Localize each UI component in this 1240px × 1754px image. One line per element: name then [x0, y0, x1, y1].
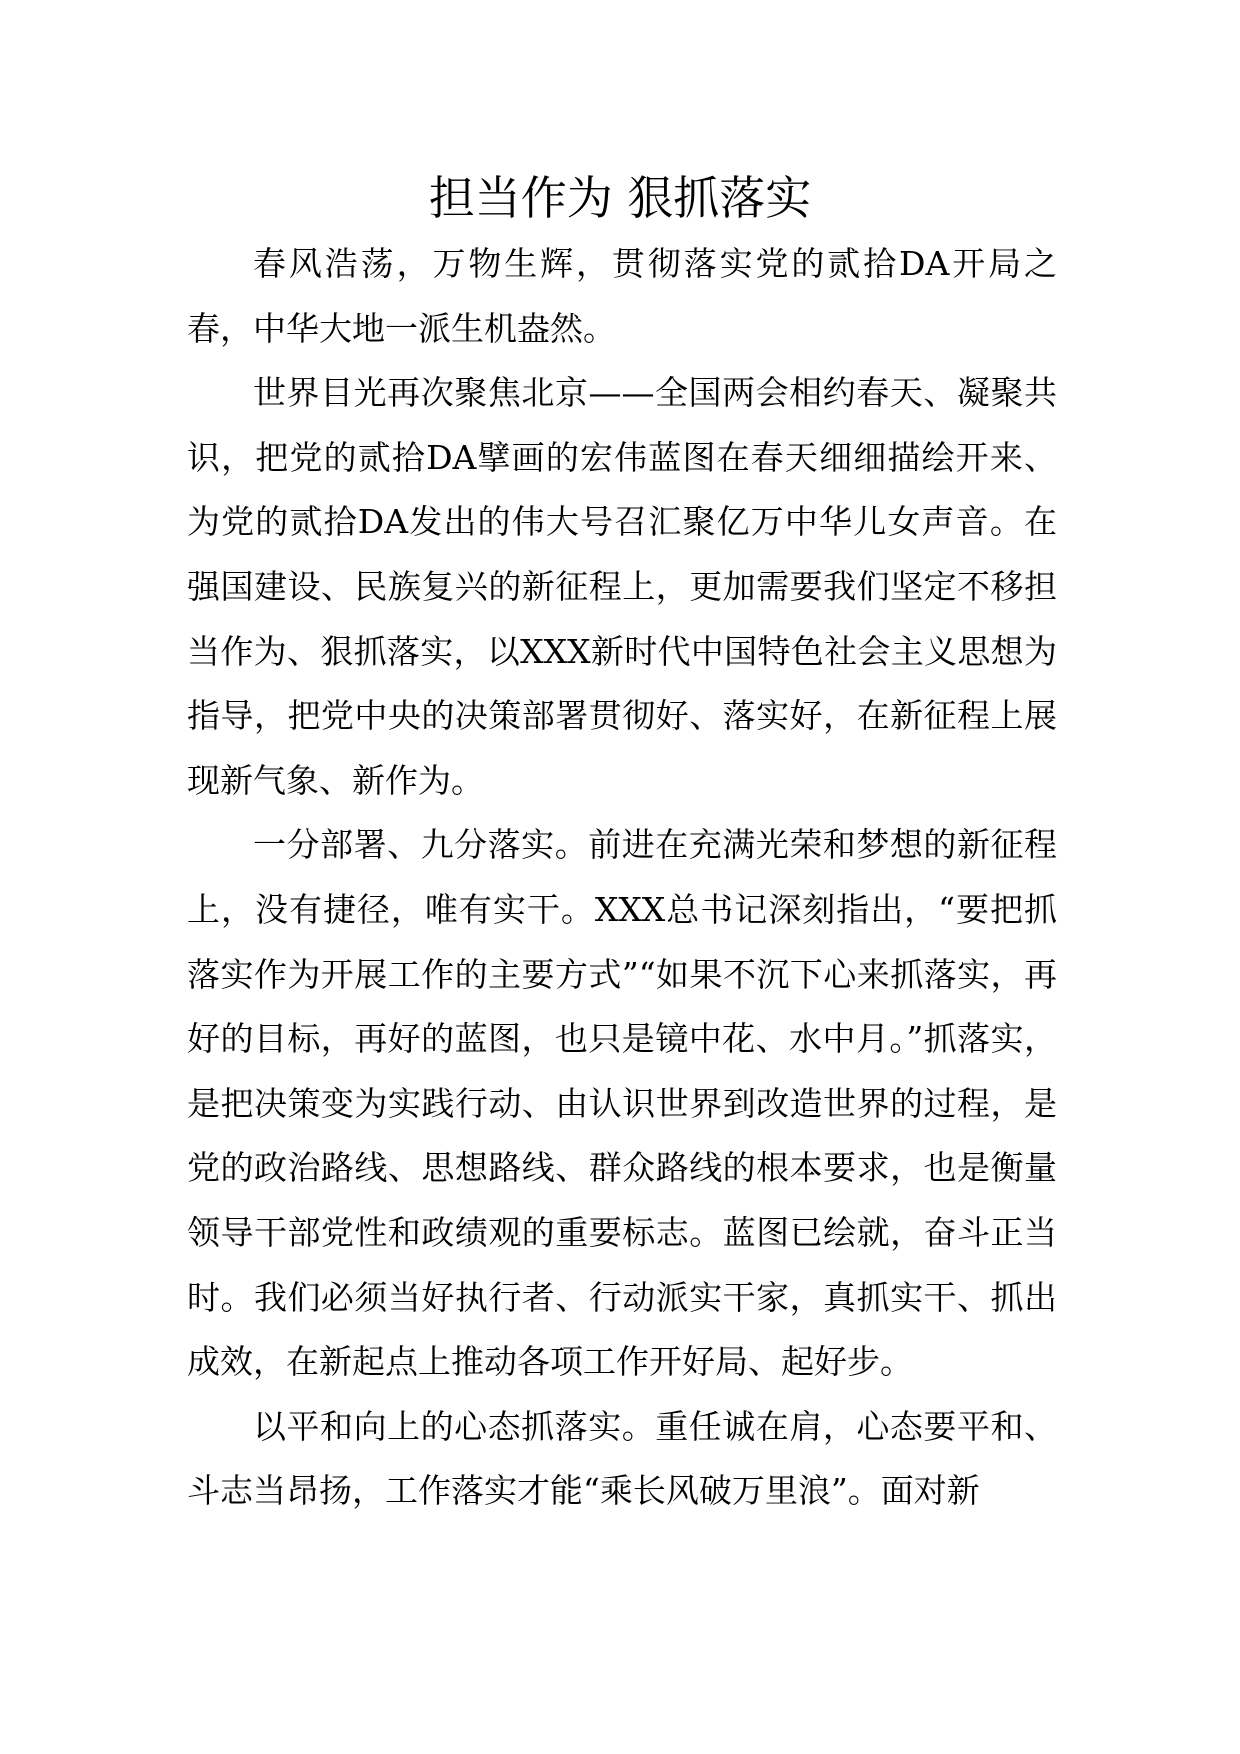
paragraph-3: 一分部署、九分落实。前进在充满光荣和梦想的新征程上，没有捷径，唯有实干。XXX总书记深刻指出，“要把抓落实作为开展工作的主要方式”“如果不沉下心来抓落实，再好的目标，再好的蓝图，也只是镜中花、水中月。”抓落实，是把决策变为实践行动、由认识世界到改造世界的过程，是党的政治路线、思想路线、群众路线的根本要求，也是衡量领导干部党性和政绩观的重要标志。蓝图已绘就，奋斗正当时。我们必须当好执行者、行动派实干家，真抓实干、抓出成效，在新起点上推动各项工作开好局、起好步。	[187, 825, 1057, 1382]
document-body	[187, 232, 1057, 1524]
paragraph-2: 世界目光再次聚焦北京——全国两会相约春天、凝聚共识，把党的贰拾DA擘画的宏伟蓝图在春天细细描绘开来、为党的贰拾DA发出的伟大号召汇聚亿万中华儿女声音。在强国建设、民族复兴的新征程上，更加需要我们坚定不移担当作为、狠抓落实，以XXX新时代中国特色社会主义思想为指导，把党中央的决策部署贯彻好、落实好，在新征程上展现新气象、新作为。	[187, 373, 1057, 800]
paragraph-4: 以平和向上的心态抓落实。重任诚在肩，心态要平和、斗志当昂扬，工作落实才能“乘长风破万里浪”。面对新	[187, 1406, 1057, 1511]
document-title: 担当作为 狠抓落实	[428, 171, 812, 225]
paragraph-1: 春风浩荡，万物生辉，贯彻落实党的贰拾DA开局之春，中华大地一派生机盎然。	[187, 244, 1057, 348]
